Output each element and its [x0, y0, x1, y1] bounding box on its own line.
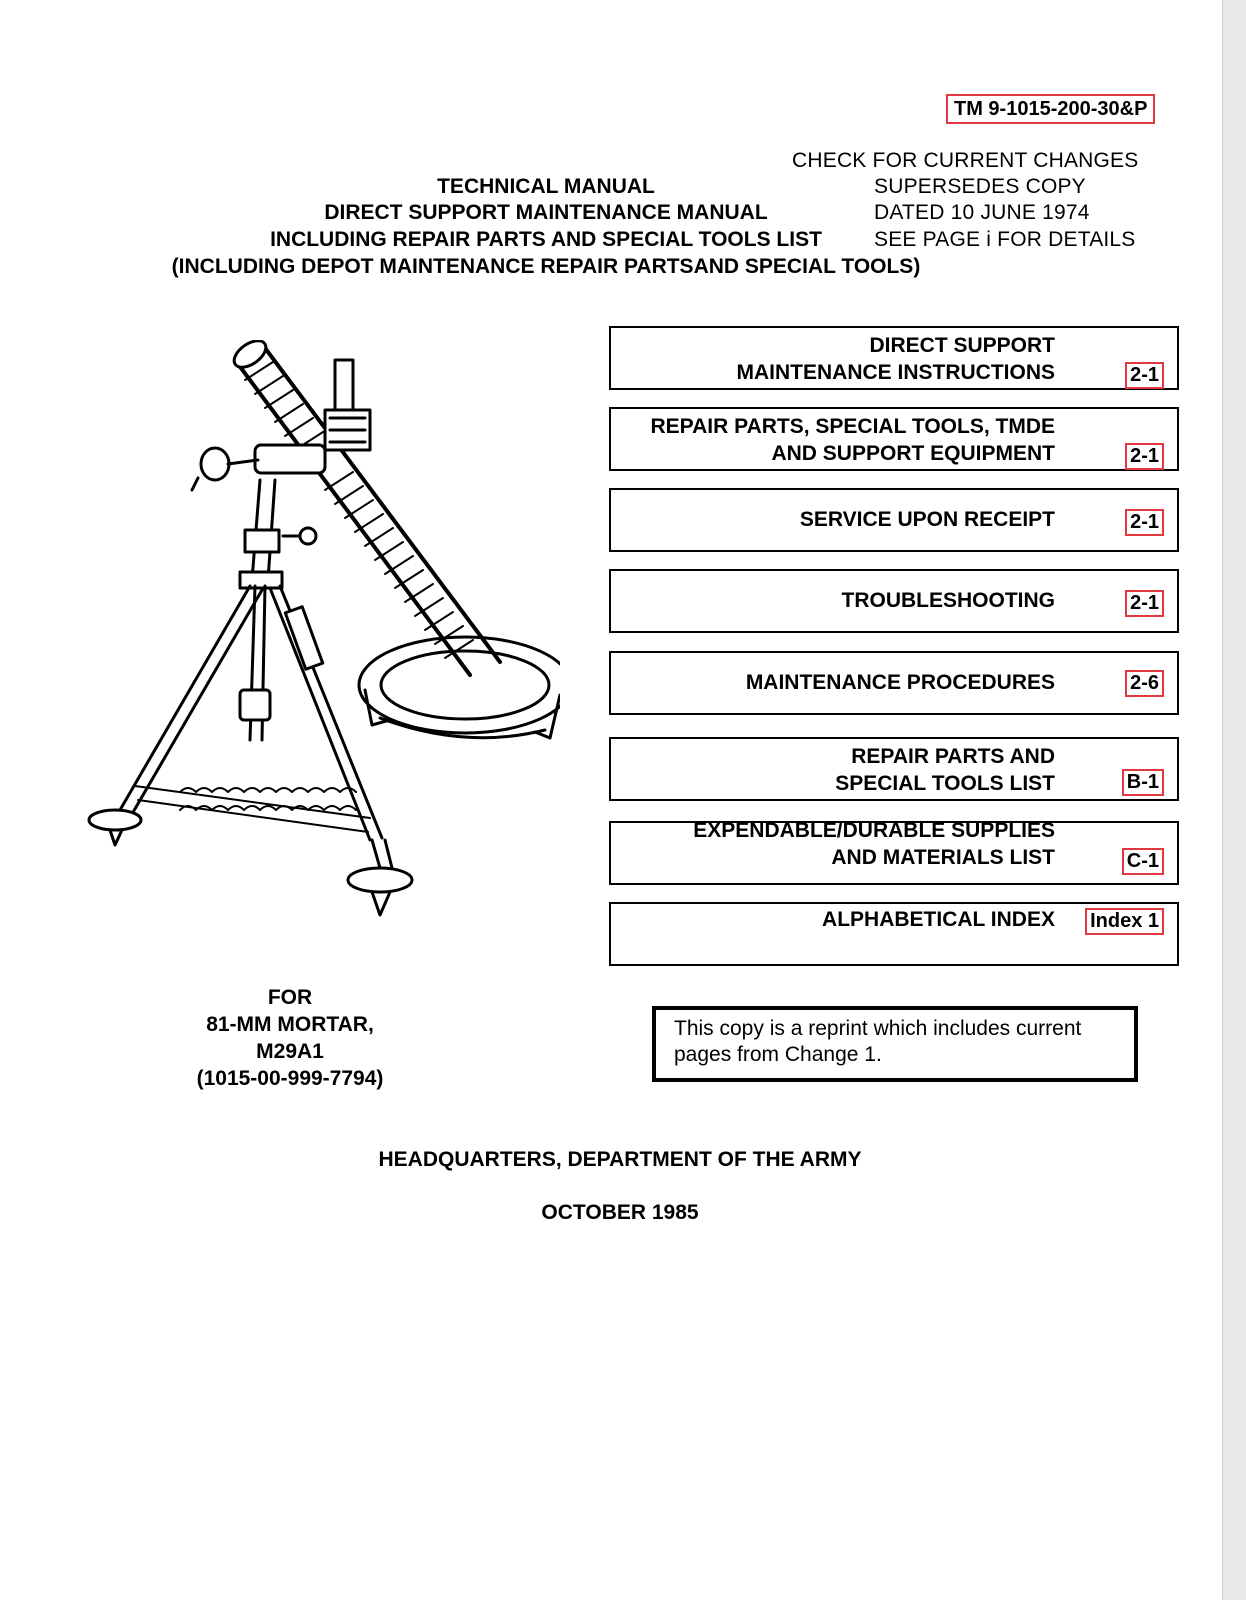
- section-label: [737, 332, 1056, 386]
- section-maintenance-procedures[interactable]: [609, 651, 1179, 715]
- manual-subtitle: INCLUDING REPAIR PARTS AND SPECIAL TOOLS LIST: [270, 228, 822, 251]
- section-label: [835, 743, 1055, 797]
- equipment-line: (1015-00-999-7794): [196, 1067, 384, 1090]
- notice-line: SUPERSEDES COPY: [874, 175, 1086, 198]
- section-label-line: MAINTENANCE INSTRUCTIONS: [736, 361, 1055, 384]
- section-label-line: REPAIR PARTS, SPECIAL TOOLS, TMDE: [650, 415, 1055, 438]
- page-ref-link[interactable]: 2-6: [1125, 670, 1164, 697]
- section-service-upon-receipt[interactable]: [609, 488, 1179, 552]
- section-label: [800, 506, 1055, 533]
- section-repair-parts-tmde[interactable]: [609, 407, 1179, 471]
- section-repair-parts-list[interactable]: [609, 737, 1179, 801]
- page-ref-link[interactable]: 2-1: [1125, 362, 1164, 389]
- section-label: [651, 413, 1056, 467]
- notice-line: SEE PAGE i FOR DETAILS: [874, 228, 1136, 251]
- section-label-line: TROUBLESHOOTING: [841, 589, 1055, 612]
- section-expendable-supplies[interactable]: [609, 821, 1179, 885]
- issuer: HEADQUARTERS, DEPARTMENT OF THE ARMY: [378, 1148, 862, 1171]
- document-number[interactable]: TM 9-1015-200-30&P: [946, 94, 1155, 124]
- section-maintenance-instructions[interactable]: [609, 326, 1179, 390]
- section-label-line: EXPENDABLE/DURABLE SUPPLIES: [693, 819, 1055, 842]
- notice-line: CHECK FOR CURRENT CHANGES: [792, 149, 1139, 172]
- section-label: [842, 587, 1056, 614]
- reprint-line: pages from Change 1.: [674, 1043, 882, 1066]
- section-label-line: MAINTENANCE PROCEDURES: [745, 671, 1055, 694]
- section-label: [693, 817, 1055, 871]
- equipment-line: FOR: [267, 986, 313, 1009]
- section-label-line: AND SUPPORT EQUIPMENT: [771, 442, 1055, 465]
- section-label-line: REPAIR PARTS AND: [851, 745, 1055, 768]
- publication-date: OCTOBER 1985: [541, 1201, 699, 1224]
- equipment-line: 81-MM MORTAR,: [206, 1013, 374, 1036]
- section-label-line: SERVICE UPON RECEIPT: [799, 508, 1055, 531]
- manual-type: TECHNICAL MANUAL: [437, 175, 655, 198]
- section-label-line: SPECIAL TOOLS LIST: [835, 772, 1055, 795]
- section-label-line: DIRECT SUPPORT: [869, 334, 1055, 357]
- section-alphabetical-index[interactable]: [609, 902, 1179, 966]
- section-label-line: AND MATERIALS LIST: [831, 846, 1055, 869]
- page-ref-link[interactable]: 2-1: [1125, 443, 1164, 470]
- section-label: [746, 669, 1055, 696]
- page-ref-link[interactable]: 2-1: [1125, 590, 1164, 617]
- section-label-line: ALPHABETICAL INDEX: [822, 908, 1055, 931]
- page-ref-link[interactable]: B-1: [1122, 769, 1164, 796]
- section-label: [822, 906, 1055, 933]
- notice-line: DATED 10 JUNE 1974: [874, 201, 1090, 224]
- mortar-illustration: [80, 340, 560, 940]
- equipment-line: M29A1: [256, 1040, 324, 1063]
- page-edge: [1222, 0, 1246, 1600]
- equipment-designation: [180, 984, 400, 1092]
- section-troubleshooting[interactable]: [609, 569, 1179, 633]
- manual-scope: (INCLUDING DEPOT MAINTENANCE REPAIR PARTSAND SPECIAL TOOLS): [171, 255, 921, 278]
- reprint-notice: [652, 1006, 1138, 1082]
- page-ref-link[interactable]: Index 1: [1085, 908, 1164, 935]
- page-ref-link[interactable]: 2-1: [1125, 509, 1164, 536]
- reprint-line: This copy is a reprint which includes current: [674, 1017, 1082, 1040]
- manual-title: DIRECT SUPPORT MAINTENANCE MANUAL: [324, 201, 768, 224]
- page-ref-link[interactable]: C-1: [1122, 848, 1164, 875]
